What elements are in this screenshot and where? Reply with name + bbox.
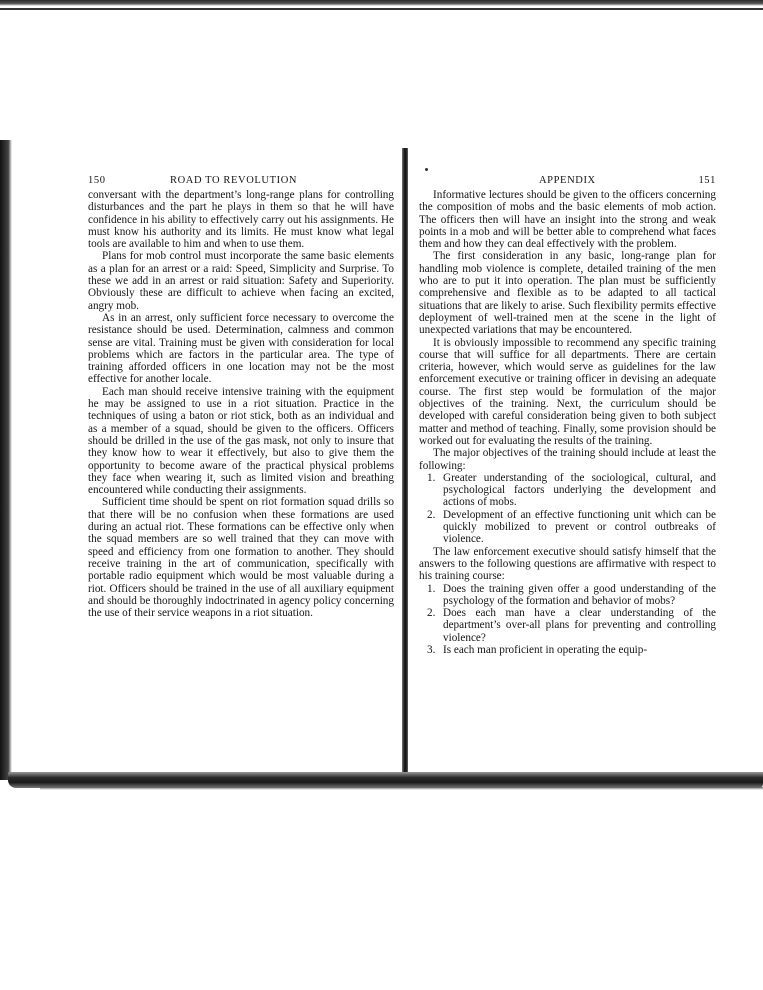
list-item-text: Does the training given offer a good understanding of the psychology of the formation and behavior of mobs? bbox=[443, 582, 716, 607]
question-list-item bbox=[419, 644, 716, 656]
list-item-text: Does each man have a clear understanding of the department’s over-all plans for preventing and controlling violence? bbox=[443, 607, 716, 644]
scan-top-edge bbox=[0, 0, 763, 6]
right-paragraph-1: Informative lectures should be given to the officers concerning the composition of mobs and the basic elements of mob action. The officers then will have an insight into the strong and weak points in a mob and will be better able to comprehend what faces them and how they can deal effectively with the problem. bbox=[419, 189, 716, 251]
left-paragraph-4: Each man should receive intensive training with the equipment he may be assigned to use in a riot situation. Practice in the techniques of using a baton or riot stick, both as an individual and as a member of a squad, should be given to the officers. Officers should be drilled in the use of the gas mask, not only to insure that they know how to wear it effectively, but also to give them the opportunity to become aware of the practical physical problems they face when wearing it, such as limited vision and breathing encountered while conducting their assignments. bbox=[88, 385, 394, 497]
right-paragraph-3: It is obviously impossible to recommend any specific training course that will suffice for all departments. There are certain criteria, however, which would serve as guidelines for the law enforcement executive or training officer in devising an adequate course. The first step would be formulation of the major objectives of the training. Next, the curriculum should be developed with careful consideration being given to both subject matter and method of teaching. Finally, some provision should be worked out for evaluating the results of the training. bbox=[419, 336, 716, 447]
list-number: 2. bbox=[427, 508, 436, 521]
objective-list-item bbox=[419, 509, 716, 546]
list-number: 1. bbox=[427, 471, 436, 484]
left-paragraph-5: Sufficient time should be spent on riot formation squad drills so that there will be no confusion when these formations are used during an actual riot. These formations can be effective only when the squad members are so well trained that they can move with speed and efficiency from one formation to another. They should receive training in the art of communication, specifically with portable radio equipment which would be most valuable during a riot. Officers should be trained in the use of all auxiliary equipment and should be thoroughly indoctrinated in agency policy concerning the use of their service weapons in a riot situation. bbox=[88, 496, 394, 620]
book-gutter bbox=[402, 148, 408, 783]
scan-top-line bbox=[0, 8, 763, 10]
left-page bbox=[88, 175, 394, 619]
objective-list-item bbox=[419, 472, 716, 509]
left-paragraph-2: Plans for mob control must incorporate the same basic elements as a plan for an arrest or a raid: Speed, Simplicity and Surprise. To these we add in an arrest or raid situation: Safety and Superiority. Obviously these are difficult to achieve when facing an excited, angry mob. bbox=[88, 250, 394, 312]
book-bottom-edge-shadow bbox=[8, 772, 763, 788]
list-item-text: Is each man proficient in operating the equip- bbox=[443, 643, 648, 656]
left-paragraph-1: conversant with the department’s long-range plans for controlling disturbances and the part he plays in them so that he will have confidence in his ability to effectively carry out his assignments. He must know his authority and its limits. He must know what legal tools are available to him and when to use them. bbox=[88, 189, 394, 251]
right-paragraph-5: The law enforcement executive should satisfy himself that the answers to the following questions are affirmative with respect to his training course: bbox=[419, 545, 716, 583]
book-left-edge-shadow bbox=[0, 140, 12, 780]
right-page bbox=[419, 175, 716, 656]
question-list-item bbox=[419, 607, 716, 644]
left-running-head bbox=[88, 175, 394, 189]
scan-speck bbox=[425, 168, 428, 171]
book-bottom-edge-fade bbox=[40, 787, 763, 790]
right-running-title: APPENDIX bbox=[539, 175, 596, 186]
list-number: 2. bbox=[427, 607, 436, 620]
right-paragraph-4: The major objectives of the training should include at least the following: bbox=[419, 447, 716, 472]
left-paragraph-3: As in an arrest, only sufficient force necessary to overcome the resistance should be used. Determination, calmness and common sense are vital. Training must be given with consideration for local problems which are factors in the particular area. The type of training afforded officers in one location may not be the most effective for another locale. bbox=[88, 311, 394, 386]
left-running-title: ROAD TO REVOLUTION bbox=[170, 175, 298, 186]
left-page-number: 150 bbox=[88, 175, 106, 186]
list-number: 3. bbox=[427, 643, 436, 656]
list-item-text: Greater understanding of the sociological, cultural, and psychological factors underlying the development and actions of mobs. bbox=[443, 471, 716, 509]
list-number: 1. bbox=[427, 582, 436, 595]
right-running-head bbox=[419, 175, 716, 189]
list-item-text: Development of an effective functioning unit which can be quickly mobilized to prevent or control outbreaks of violence. bbox=[443, 508, 716, 546]
right-paragraph-2: The first consideration in any basic, long-range plan for handling mob violence is complete, detailed training of the men who are to put it into operation. The plan must be sufficiently comprehensive and flexible as to be adapted to all tactical situations that are likely to arise. Such flexibility permits effective deployment of well-trained men at the scene in the light of unexpected variations that may be encountered. bbox=[419, 250, 716, 337]
right-page-number: 151 bbox=[698, 175, 716, 186]
question-list-item bbox=[419, 583, 716, 608]
